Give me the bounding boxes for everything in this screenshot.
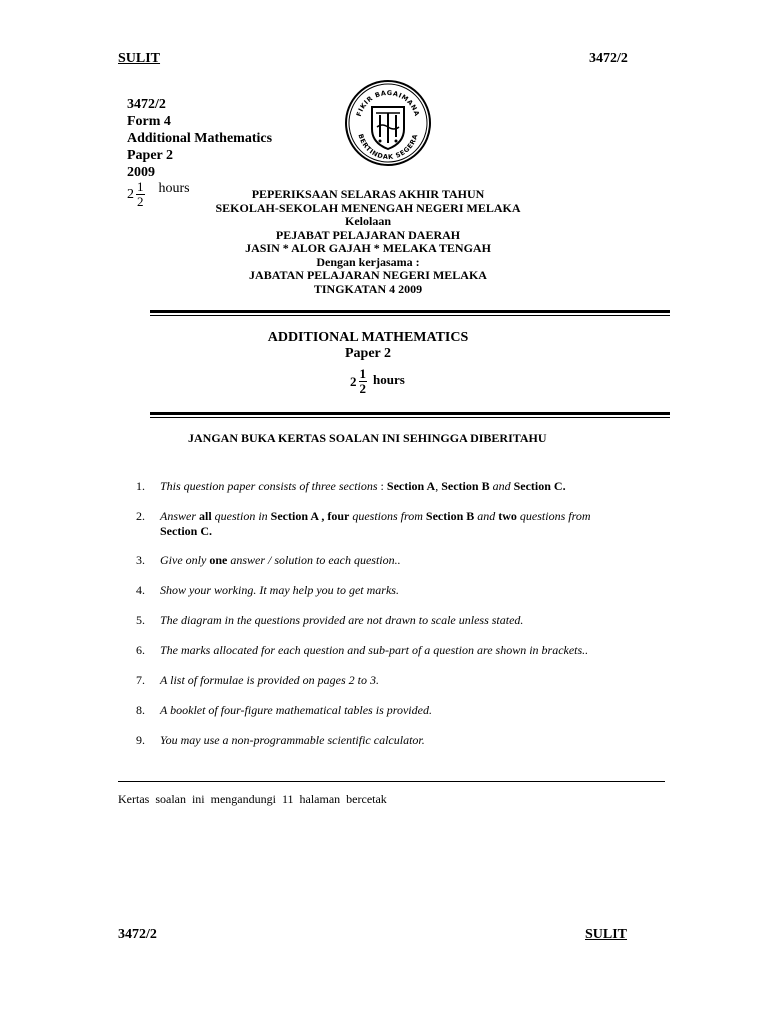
instruction-fragment: : xyxy=(377,479,387,493)
instruction-number: 2. xyxy=(136,509,145,523)
instruction-text xyxy=(160,703,660,718)
instruction-text xyxy=(160,509,660,539)
footer-divider xyxy=(118,781,665,782)
duration-fraction xyxy=(136,180,145,209)
paper-year: 2009 xyxy=(127,165,155,180)
title-duration-fraction xyxy=(359,367,368,396)
instruction-fragment: questions from xyxy=(516,509,591,523)
instruction-text xyxy=(160,673,660,688)
instruction-text xyxy=(160,553,660,568)
duration-denominator: 2 xyxy=(137,194,144,209)
exam-header-line: JASIN * ALOR GAJAH * MELAKA TENGAH xyxy=(245,241,491,255)
instruction-number: 4. xyxy=(136,583,145,597)
instruction-fragment: two xyxy=(498,509,517,523)
instruction-fragment: Section A , four xyxy=(270,509,350,523)
crest-motto-bottom: BERTINDAK SEGERA xyxy=(356,132,420,162)
instruction-fragment: and xyxy=(489,479,514,493)
divider-thick-bottom xyxy=(150,412,670,415)
instruction-number: 1. xyxy=(136,479,145,493)
title-subject: ADDITIONAL MATHEMATICS xyxy=(267,330,469,345)
instruction-text xyxy=(160,643,660,658)
exam-header-line: PEJABAT PELAJARAN DAERAH xyxy=(275,227,461,242)
instruction-number: 6. xyxy=(136,643,145,657)
instruction-fragment: question in xyxy=(211,509,271,523)
instruction-fragment: Section B xyxy=(425,509,475,523)
instruction-fragment: The marks allocated for each question and sub-part of a question are shown in brackets.. xyxy=(160,643,589,657)
divider-thin-top xyxy=(150,315,670,316)
instruction-fragment: Section B xyxy=(441,479,490,493)
title-duration-unit: hours xyxy=(373,371,405,387)
title-duration xyxy=(350,367,405,396)
instruction-fragment: , xyxy=(435,479,442,493)
exam-header-line: TINGKATAN 4 2009 xyxy=(313,281,423,296)
instruction-fragment: Give only xyxy=(160,553,210,567)
instruction-text xyxy=(160,733,660,748)
exam-header-line: Kelolaan xyxy=(344,214,391,228)
instruction-fragment: The diagram in the questions provided are not drawn to scale unless stated. xyxy=(160,613,524,627)
divider-thin-bottom xyxy=(150,417,670,418)
paper-meta xyxy=(127,96,272,181)
instruction-fragment: Section A xyxy=(386,479,436,493)
instruction-fragment: one xyxy=(209,553,228,567)
exam-header-line: Dengan kerjasama : xyxy=(316,254,420,269)
divider-thick-top xyxy=(150,310,670,313)
instruction-fragment: Answer xyxy=(160,509,199,523)
instruction-fragment: and xyxy=(474,509,499,523)
instruction-number: 8. xyxy=(136,703,145,717)
instruction-text xyxy=(160,613,660,628)
title-duration-denominator: 2 xyxy=(359,381,366,396)
page-count-note: Kertas soalan ini mengandungi 11 halaman bercetak xyxy=(118,792,387,806)
crest-motto-top: FIKIR BAGAIMANA xyxy=(354,88,422,118)
footer-paper-code: 3472/2 xyxy=(118,927,157,942)
instruction-fragment: A list of formulae is provided on pages 2 to 3. xyxy=(160,673,379,687)
instruction-fragment: Show your working. It may help you to get marks. xyxy=(160,583,399,597)
do-not-open-warning: JANGAN BUKA KERTAS SOALAN INI SEHINGGA DIBERITAHU xyxy=(188,431,547,445)
exam-header-line: JABATAN PELAJARAN NEGERI MELAKA xyxy=(249,268,487,282)
instruction-fragment: You may use a non-programmable scientific calculator. xyxy=(160,733,425,747)
instruction-fragment: A booklet of four-figure mathematical tables is provided. xyxy=(160,703,432,717)
instruction-fragment: questions from xyxy=(349,509,426,523)
paper-form: Form 4 xyxy=(127,114,171,129)
exam-header-line: SEKOLAH-SEKOLAH MENENGAH NEGERI MELAKA xyxy=(215,200,521,215)
instruction-fragment: Section C. xyxy=(513,479,566,493)
instruction-text xyxy=(160,479,660,494)
paper-number: Paper 2 xyxy=(127,148,174,163)
instruction-fragment: all xyxy=(199,509,212,523)
header-paper-code: 3472/2 xyxy=(589,51,628,66)
duration-unit: hours xyxy=(158,180,190,196)
instruction-number: 7. xyxy=(136,673,145,687)
school-crest-icon xyxy=(344,79,432,167)
instruction-text xyxy=(160,583,660,598)
instruction-number: 3. xyxy=(136,553,145,567)
instruction-number: 5. xyxy=(136,613,145,627)
exam-header-line: PEPERIKSAAN SELARAS AKHIR TAHUN xyxy=(251,187,485,201)
instruction-fragment: answer / solution to each question.. xyxy=(227,553,401,567)
header-sulit: SULIT xyxy=(118,51,161,66)
footer-sulit: SULIT xyxy=(585,927,628,942)
duration-numerator: 1 xyxy=(137,179,144,194)
title-paper: Paper 2 xyxy=(344,346,391,361)
paper-code: 3472/2 xyxy=(127,97,166,112)
duration-whole: 2 xyxy=(127,186,134,202)
paper-subject: Additional Mathematics xyxy=(127,131,273,146)
title-duration-numerator: 1 xyxy=(359,366,366,381)
instruction-fragment: Section C. xyxy=(160,524,212,538)
instruction-fragment: This question paper consists of three sections xyxy=(160,479,378,493)
exam-title xyxy=(160,330,576,362)
instruction-number: 9. xyxy=(136,733,145,747)
exam-header xyxy=(160,188,576,296)
title-duration-whole: 2 xyxy=(350,373,357,389)
